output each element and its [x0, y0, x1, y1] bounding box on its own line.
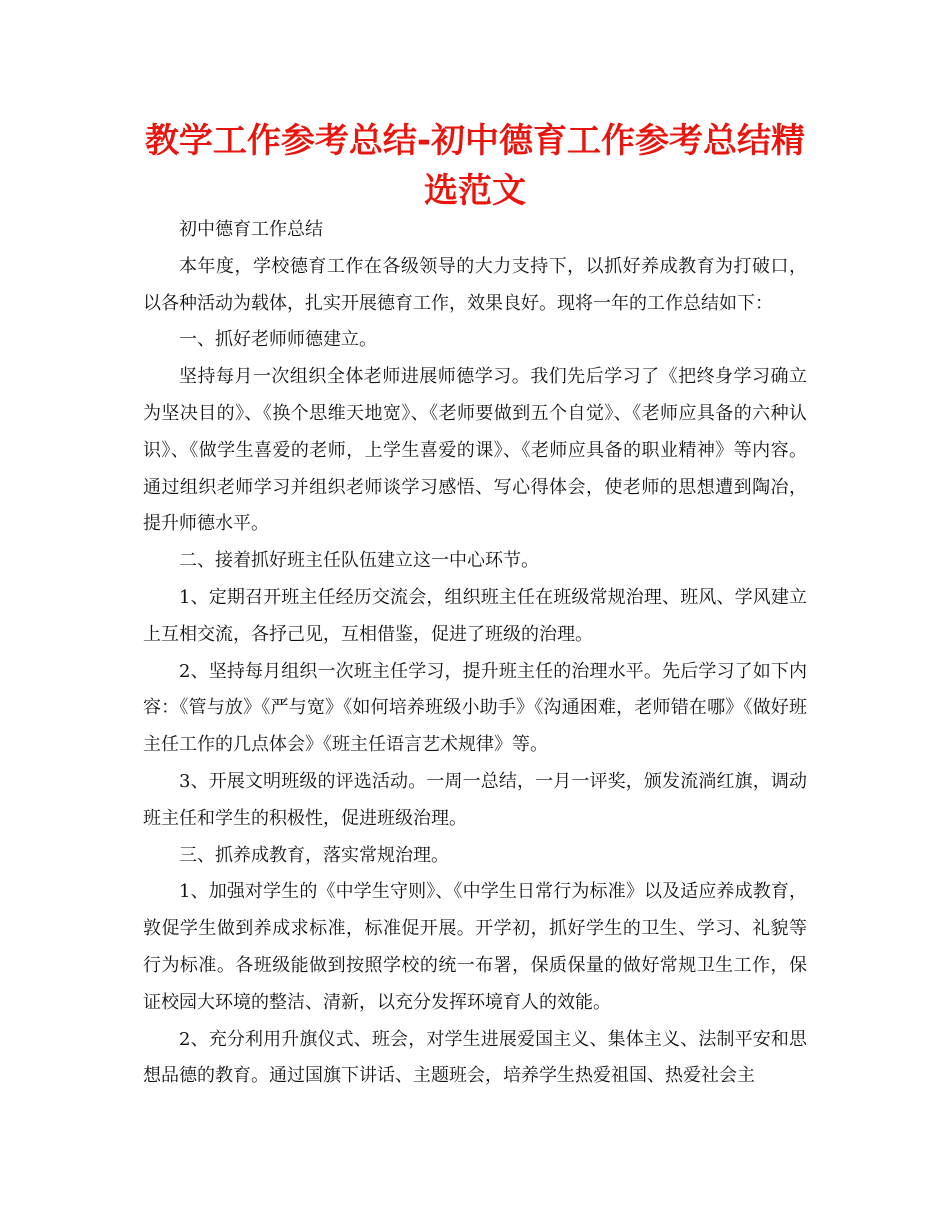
paragraph: 1、定期召开班主任经历交流会，组织班主任在班级常规治理、班风、学风建立上互相交流，各抒己见，互相借鉴，促进了班级的治理。 — [143, 586, 807, 645]
paragraph: 1、加强对学生的《中学生守则》、《中学生日常行为标准》以及适应养成教育，敦促学生做到养成求标准，标准促开展。开学初，抓好学生的卫生、学习、礼貌等行为标准。各班级能做到按照学校的统一布署，保质保量的做好常规卫生工作，保证校园大环境的整洁、清新，以充分发挥环境育人的效能。 — [143, 881, 807, 1013]
paragraph: 坚持每月一次组织全体老师进展师德学习。我们先后学习了《把终身学习确立为坚决目的》、《换个思维天地宽》、《老师要做到五个自觉》、《老师应具备的六种认识》、《做学生喜爱的老师，上学生喜爱的课》、《老师应具备的职业精神》等内容。通过组织老师学习并组织老师谈学习感悟、写心得体会，使老师的思想遭到陶冶，提升师德水平。 — [143, 366, 807, 535]
section-heading: 三、抓养成教育，落实常规治理。 — [179, 844, 449, 866]
section-heading: 一、抓好老师师德建立。 — [179, 329, 377, 351]
paragraph: 2、充分利用升旗仪式、班会，对学生进展爱国主义、集体主义、法制平安和思想品德的教育。通过国旗下讲话、主题班会，培养学生热爱祖国、热爱社会主 — [143, 1028, 807, 1087]
document-title: 教学工作参考总结-初中德育工作参考总结精选范文 — [144, 121, 806, 211]
paragraph: 2、坚持每月组织一次班主任学习，提升班主任的治理水平。先后学习了如下内容：《管与放》《严与宽》《如何培养班级小助手》《沟通困难，老师错在哪》《做好班主任工作的几点体会》《班主任语言艺术规律》等。 — [143, 660, 807, 756]
section-heading: 二、接着抓好班主任队伍建立这一中心环节。 — [179, 550, 539, 572]
paragraph: 3、开展文明班级的评选活动。一周一总结，一月一评奖，颁发流淌红旗，调动班主任和学生的积极性，促进班级治理。 — [143, 770, 807, 829]
paragraph-heading: 初中德育工作总结 — [179, 219, 323, 240]
document-body — [143, 212, 807, 1095]
paragraph: 本年度，学校德育工作在各级领导的大力支持下，以抓好养成教育为打破口，以各种活动为载体，扎实开展德育工作，效果良好。现将一年的工作总结如下： — [143, 255, 807, 314]
